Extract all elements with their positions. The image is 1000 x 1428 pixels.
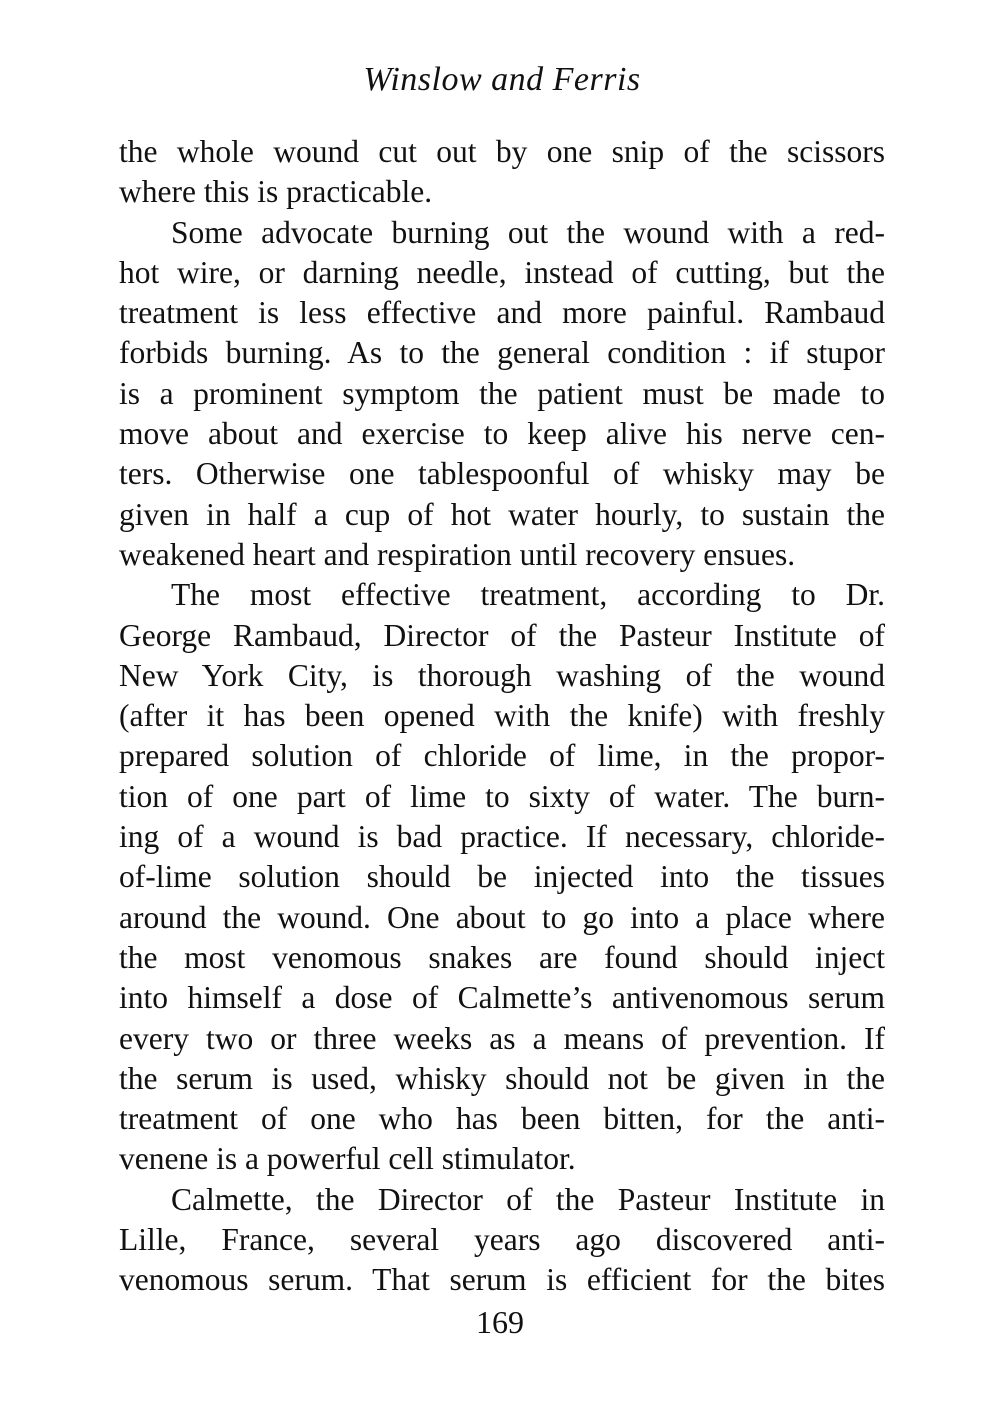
text-line: the most venomous snakes are found should inject <box>119 939 885 975</box>
book-page <box>119 60 885 1301</box>
text-line: venomous serum. That serum is efficient for the bites <box>119 1262 885 1298</box>
text-line: ing of a wound is bad practice. If necessary, chloride- <box>119 819 885 855</box>
text-line: the serum is used, whisky should not be given in the <box>119 1060 885 1096</box>
paragraph <box>119 575 885 1179</box>
paragraph <box>119 1180 885 1301</box>
text-line: George Rambaud, Director of the Pasteur Institute of <box>119 617 885 653</box>
text-line: Calmette, the Director of the Pasteur Institute in <box>171 1181 885 1217</box>
text-line: weakened heart and respiration until recovery ensues. <box>119 536 796 572</box>
body-text <box>119 132 885 1301</box>
text-line: forbids burning. As to the general condition : if stupor <box>119 335 885 371</box>
text-line: venene is a powerful cell stimulator. <box>119 1141 576 1177</box>
page-number: 169 <box>476 1304 524 1340</box>
text-line: The most effective treatment, according to Dr. <box>171 577 885 613</box>
text-line: Lille, France, several years ago discovered anti- <box>119 1222 885 1258</box>
text-line: given in half a cup of hot water hourly, to sustain the <box>119 496 885 532</box>
text-line: treatment is less effective and more painful. Rambaud <box>119 295 885 331</box>
text-line: prepared solution of chloride of lime, in the propor- <box>119 738 885 774</box>
text-line: where this is practicable. <box>119 174 433 210</box>
text-line: into himself a dose of Calmette’s antivenomous serum <box>119 980 885 1016</box>
text-line: is a prominent symptom the patient must be made to <box>119 375 885 411</box>
text-line: (after it has been opened with the knife) with freshly <box>119 698 885 734</box>
text-line: every two or three weeks as a means of prevention. If <box>119 1020 885 1056</box>
running-head: Winslow and Ferris <box>363 61 641 98</box>
text-line: ters. Otherwise one tablespoonful of whisky may be <box>119 456 885 492</box>
text-line: New York City, is thorough washing of the wound <box>119 657 885 693</box>
text-line: hot wire, or darning needle, instead of cutting, but the <box>119 254 885 290</box>
text-line: the whole wound cut out by one snip of the scissors <box>119 134 885 169</box>
text-line: tion of one part of lime to sixty of water. The burn- <box>119 778 885 814</box>
text-line: of-lime solution should be injected into the tissues <box>119 859 885 895</box>
paragraph <box>119 213 885 576</box>
text-line: Some advocate burning out the wound with a red- <box>171 214 885 250</box>
paragraph <box>119 132 885 213</box>
text-line: treatment of one who has been bitten, for the anti- <box>119 1101 885 1137</box>
text-line: around the wound. One about to go into a place where <box>119 899 885 935</box>
text-line: move about and exercise to keep alive his nerve cen- <box>119 416 885 452</box>
